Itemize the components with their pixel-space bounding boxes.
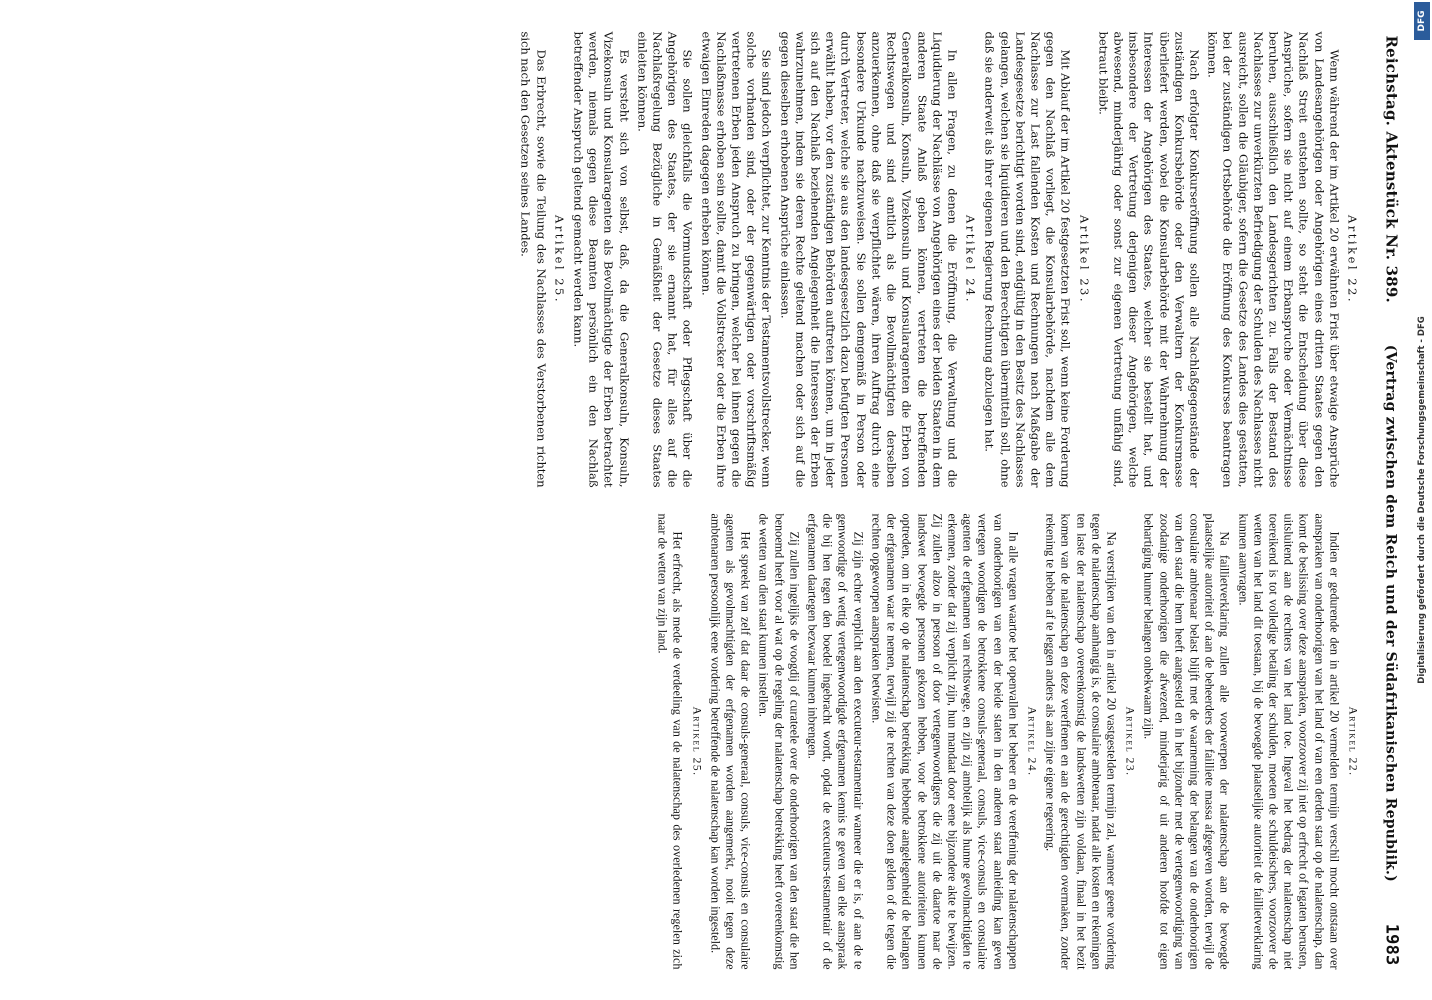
german-article-22-paragraph-1: Wenn während der im Artikel 20 erwähnten Frist über etwaige Ansprüche von Landesangehörigen oder Angehörigen eines dritten Staates gegen den Nachlaß Streit entstehen sollte, so steht die Entscheidung über diese Ansprüche, sofern sie nicht auf einem Erbanspruche oder Vermächtnisse beruhen, ausschließlich den Landesgerichten zu. Falls der Bestand des Nachlasses zur unverkürzten Befriedigung der Schulden des Nachlasses nicht ausreicht, sollen die Gläubiger, sofern die Gesetze des Landes dies gestatten, bei der zuständigen Ortsbehörde die Eröffnung des Konkurses beantragen können.	[1205, 31, 1342, 488]
dutch-article-22-paragraph-1: Indien er gedurende den in artikel 20 vermelden termijn verschil mocht ontstaan over aanspraken van onderhoorigen van het land of van een derden staat op de nalatenschap, dan komt de beslissing over deze aanspraken, voorzoover zij niet op erfrecht of legaten berusten, uitsluitend aan de rechters van het land toe. Ingeval het bedrag der nalatenschap niet toereikend is tot volledige betaling der schulden, moeten de schuldeischers, voorzoover de wetten van het land dit toestaan, bij de bevoegde plaatselijke autoriteit de faillietverklaring kunnen aanvragen.	[1236, 513, 1342, 970]
dutch-article-22-heading: Artikel 22.	[1346, 706, 1359, 777]
digitization-note-text: Digitalisierung gefördert durch die Deutsche Forschungsgemeinschaft - DFG	[1417, 316, 1427, 684]
dfg-badge	[1414, 2, 1430, 40]
page-number: 1983	[1381, 923, 1402, 966]
dutch-article-25-heading: Artikel 25.	[690, 706, 703, 777]
german-article-24-paragraph-3: Sie sollen gleichfalls die Vormundschaft oder Pflegschaft über die Angehörigen des Staates, der sie ernannt hat, für alles auf die Nachlaßregelung Bezügliche in Gemäßheit der Gesetze dieses Staates einleiten können.	[635, 31, 695, 488]
german-column	[43, 32, 1364, 488]
dutch-article-25-paragraph-1: Het erfrecht, als mede de verdeeling van de nalatenschap des overledenen regelen zich naar de wetten van zijn land.	[655, 513, 685, 970]
page-header	[1378, 36, 1402, 966]
dfg-badge-label: DFG	[1417, 10, 1427, 32]
german-article-25-heading: Artikel 25.	[552, 215, 567, 304]
digitization-note	[1412, 0, 1432, 1000]
dutch-article-24-paragraph-3: Zij zullen ingelijks de voogdij of curateele over de onderhoorigen van den staat die hen benoemd heeft voor al wat op de regeling der nalatenschap betrekking heeft overeenkomstig de wetten van dien staat kunnen instellen.	[756, 513, 802, 970]
german-article-24-heading: Artikel 24.	[963, 215, 978, 304]
german-article-22-paragraph-2: Nach erfolgter Konkurseröffnung sollen alle Nachlaßgegenstände der zuständigen Konkursbehörde oder den Verwaltern der Konkursmasse überliefert werden, wobei die Konsularbehörde mit der Wahrnehmung der Interessen der Angehörigen des Staates, welcher sie bestellt hat, und insbesondere der Vertretung derjenigen dieser Angehörigen, welche abwesend, minderjährig oder sonst zur eigenen Vertretung unfähig sind, betraut bleibt.	[1096, 31, 1202, 488]
german-article-24-paragraph-1: In allen Fragen, zu denen die Eröffnung, die Verwaltung und die Liquidierung der Nachlässe von Angehörigen eines der beiden Staaten in dem anderen Staate Anlaß geben können, vertreten die betreffenden Generalkonsuln, Konsuln, Vizekonsuln und Konsularagenten die Erben von Rechtswegen und sind amtlich als die Bevollmächtigten derselben anzuerkennen, ohne daß sie verpflichtet wären, ihren Auftrag durch eine besondere Urkunde nachzuweisen. Sie sollen demgemäß in Person oder durch Vertreter, welche sie aus den landesgesetzlich dazu befugten Personen erwählt haben, vor den zuständigen Behörden auftreten können, um in jeder sich auf den Nachlaß beziehenden Angelegenheit die Interessen der Erben wahrzunehmen, indem sie deren Rechte geltend machen oder sich auf die gegen dieselben erhobenen Ansprüche einlassen.	[778, 31, 960, 488]
header-title: (Vertrag zwischen dem Reich und der Südafrikanischen Republik.)	[1382, 344, 1399, 882]
german-article-24-paragraph-4: Es versteht sich von selbst, daß, da die Generalkonsuln, Konsuln, Vizekonsuln und Konsularagenten als Bevollmächtigte der Erben betrachtet werden, niemals gegen diese Beamten persönlich ein den Nachlaß betreffender Anspruch geltend gemacht werden kann.	[571, 31, 632, 488]
german-article-23-paragraph-1: Mit Ablauf der im Artikel 20 festgesetzten Frist soll, wenn keine Forderung gegen den Nachlaß vorliegt, die Konsularbehörde, nachdem alle dem Nachlasse zur Last fallenden Kosten und Rechnungen nach Maßgabe der Landesgesetze berichtigt worden sind, endgültig in den Besitz des Nachlasses gelangen, welchen sie liquidieren und den Berechtigten übermitteln soll, ohne daß sie anderweit als ihrer eigenen Regierung Rechnung abzulegen hat.	[982, 31, 1073, 488]
dutch-article-23-paragraph-1: Na verstrijken van den in artikel 20 vastgestelden termijn zal, wanneer geene vordering tegen de nalatenschap aanhangig is, de consulaire ambtenaar, nadat alle kosten en rekeningen ten laste der nalatenschap overeenkomstig de landswetten zijn voldaan, finaal in het bezit komen van de nalatenschap en deze vereffenen en aan de gerechtigden overmaken, zonder rekening te hebben af te leggen anders als aan zijne eigene regeering.	[1043, 513, 1119, 970]
dutch-article-24-paragraph-1: In alle vragen waartoe het openvallen het beheer en de vereffening der nalatenschappen van onderhoorigen van een der beide staten in den anderen staat aanleiding kan geven vertegen woordigen de betrokkene consuls-generaal, consuls, vice-consuls en consulaire agenten de erfgenamen van rechtswege, en zijn zij ambtelijk als hunne gevolmachtigden te erkennen, zonder dat zij verplicht zijn, hun mandaat door eene bijzondere akte te bewijzen. Zij zullen alzoo in persoon of door vertegenwoordigers die zij uit de daartoe naar de landswet bevoegde personen gekozen hebben, voor de betrokkene autoriteiten kunnen optreden, om in elke op de nalatenschap betrekking hebbende aangelegenheid de belangen der erfgenamen waar te nemen, terwijl zij de rechten van deze doen gelden of de tegen die rechten opgeworpen aanspraken betwisten.	[869, 513, 1021, 970]
german-article-22-heading: Artikel 22.	[1345, 215, 1360, 304]
dutch-article-23-heading: Artikel 23.	[1123, 706, 1136, 777]
dutch-article-22-paragraph-2: Na faillietverklaring zullen alle voorwerpen der nalatenschap aan de bevoegde plaatselijke autoriteit of aan de beheerders der failliete massa afgegeven worden, terwijl de consulaire ambtenaar belast blijft met de waarneming der belangen van de onderhoorigen van den staat die hem heeft aangesteld en in het bijzonder met de vertegenwoordiging van zoodanige onderhoorigen die afwezend, minderjarig of uit anderen hoofde tot eigen behartiging hunner belangen onbekwaam zijn.	[1141, 513, 1232, 970]
dutch-article-24-paragraph-2: Zij zijn echter verplicht aan den executeur-testamentair wanneer die er is, of aan de te genwoordige of wettig vertegenwoordigde erfgenamen kennis te geven van elke aanspraak die bij hen tegen den boedel ingebracht wordt, opdat de executeurs-testamentair of de erfgenamen daartegen bezwaar kunnen inbrengen.	[805, 513, 866, 970]
german-article-25-paragraph-1: Das Erbrecht, sowie die Teilung des Nachlasses des Verstorbenen richten sich nach den Gesetzen seines Landes.	[518, 31, 549, 488]
dutch-article-24-heading: Artikel 24.	[1025, 706, 1038, 777]
german-article-24-paragraph-2: Sie sind jedoch verpflichtet, zur Kenntnis der Testamentsvollstrecker, wenn solche vorhanden sind, oder der gegenwärtigen oder vorschriftsmäßig vertretenen Erben jeden Anspruch zu bringen, welcher bei ihnen gegen die Nachlaßmasse erhoben sein sollte, damit die Vollstrecker oder die Erben ihre etwaigen Einreden dagegen erheben können.	[699, 31, 774, 488]
dutch-article-24-paragraph-4: Het spreekt van zelf dat daar de consuls-generaal, consuls, vice-consuls en consulaire agenten als gevolmachtigden der erfgenamen worden aangemerkt, nooit tegen deze ambtenaren persoonlijk eene vordering betreffende de nalatenschap kan worden ingesteld.	[708, 513, 753, 970]
text-columns	[43, 32, 1364, 970]
german-article-23-heading: Artikel 23.	[1077, 215, 1092, 304]
header-left: Reichstag. Aktenstück Nr. 389.	[1382, 35, 1401, 303]
scanned-page	[19, 16, 1414, 986]
dutch-column	[43, 514, 1364, 970]
